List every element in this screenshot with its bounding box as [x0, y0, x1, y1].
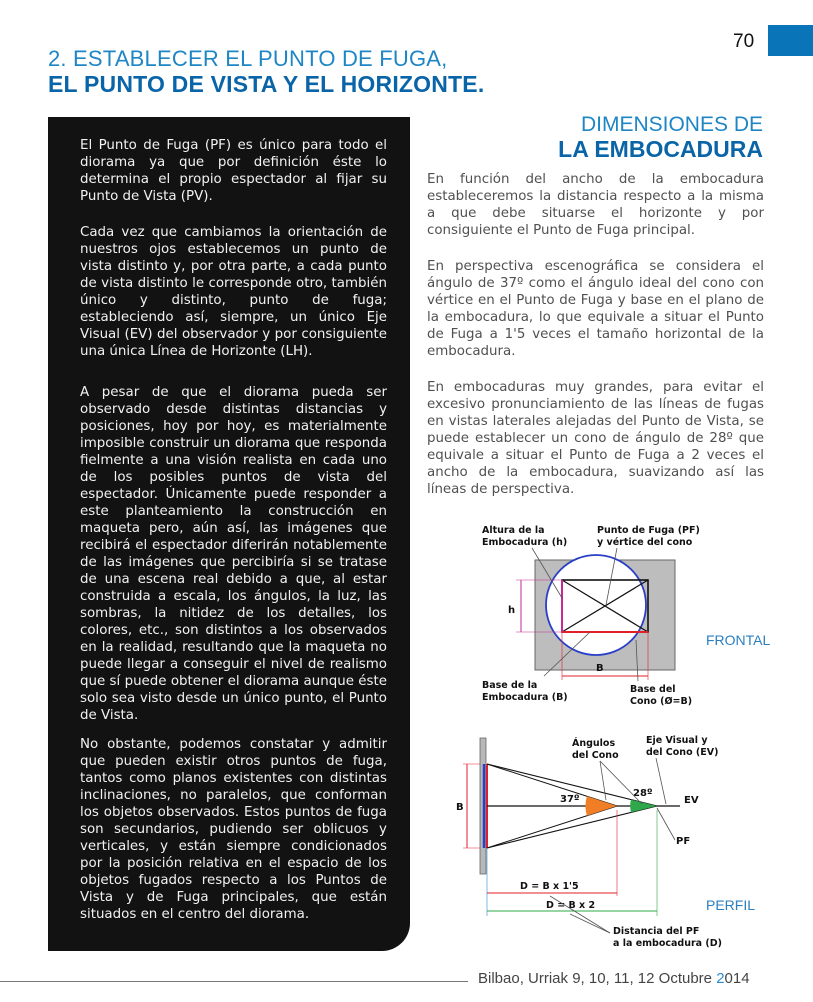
angle37-label: 37º [560, 794, 580, 805]
base-label-line2: Embocadura (B) [482, 692, 568, 703]
b-label: B [456, 802, 464, 813]
angulos-label-line1: Ángulos [572, 738, 616, 749]
footer-text [478, 970, 750, 987]
angle37-wedge [585, 796, 617, 815]
cono-label-line2: Cono (Ø=B) [630, 696, 693, 707]
footer-rule [0, 981, 468, 982]
dist-leader-2 [570, 914, 610, 933]
ev-label: EV [684, 795, 699, 806]
h-label: h [508, 605, 516, 616]
pf-leader [657, 808, 675, 840]
page-title-line1: 2. ESTABLECER EL PUNTO DE FUGA, [48, 46, 448, 71]
eje-label-line1: Eje Visual y [646, 735, 708, 746]
angulos-label-line2: del Cono [572, 750, 619, 761]
perfil-label: PERFIL [706, 897, 756, 913]
footer-year-highlight: 2 [716, 970, 725, 987]
pf-label: PF [676, 836, 691, 847]
eje-leader [656, 758, 666, 804]
pf-label-line2: y vértice del cono [597, 537, 693, 548]
b-label: B [596, 663, 604, 674]
altura-label-line1: Altura de la [482, 525, 545, 536]
right-paragraph-1: En función del ancho de la embocadura estableceremos la distancia respecto a la misma a que debe situarse el horizonte y por consiguiente el Punto de Fuga principal. [427, 172, 764, 238]
page-title-line2: EL PUNTO DE VISTA Y EL HORIZONTE. [48, 71, 485, 97]
frontal-diagram [470, 518, 720, 708]
base-label-line1: Base de la [482, 680, 538, 691]
altura-label-line2: Embocadura (h) [482, 537, 568, 548]
dist-label-line1: Distancia del PF [613, 926, 700, 937]
angle28-label: 28º [633, 788, 653, 799]
footer-year-rest: 014 [724, 970, 750, 987]
left-paragraph-1: El Punto de Fuga (PF) es único para todo el diorama ya que por definición éste lo determina el propio espectador al fijar su Punto de Vista (PV). [80, 138, 387, 204]
right-paragraph-2: En perspectiva escenográfica se considera el ángulo de 37º como el ángulo ideal del cono con vértice en el Punto de Fuga y base en el plano de la embocadura, lo que equivale a situar el Punto de Fuga a 1'5 veces el tamaño horizontal de la embocadura. [427, 259, 764, 359]
footer-location-date: Bilbao, Urriak 9, 10, 11, 12 Octubre [478, 970, 717, 987]
cone28-bottom [487, 806, 657, 848]
eje-label-line2: del Cono (EV) [646, 747, 719, 758]
left-paragraph-3: A pesar de que el diorama pueda ser observado desde distintas distancias y posiciones, hoy por hoy, es materialmente imposible construir un diorama que responda fielmente a una visión realista en cada uno de los posibles puntos de vista del espectador. Únicamente puede responder a este planteamiento la construcción en maqueta pero, aún así, las imágenes que recibirá el espectador diferirán notablemente de las imágenes que percibiría si se tratase de una escena real debido a que, al estar construida a escala, los ángulos, la luz, las sombras, la nitidez de los detalles, los colores, etc., son distintos a los observados en la realidad, resultando que la maqueta no puede llegar a conseguir el nivel de realismo que sí puede obtener el diorama aunque éste solo sea visto desde un único punto, el Punto de Vista. [80, 385, 387, 723]
cono-label-line1: Base del [630, 684, 676, 695]
frontal-label: FRONTAL [706, 632, 771, 648]
right-paragraph-3: En embocaduras muy grandes, para evitar el excesivo pronunciamiento de las líneas de fugas en vistas laterales alejadas del Punto de Vista, se puede establecer un cono de ángulo de 28º que equivale a situar el Punto de Fuga a 2 veces el ancho de la embocadura, suavizando así las líneas de perspectiva. [427, 380, 764, 497]
d1-label: D = B x 1'5 [520, 881, 579, 892]
page-number: 70 [733, 31, 755, 52]
left-text-panel [48, 117, 410, 951]
left-paragraph-2: Cada vez que cambiamos la orientación de nuestros ojos establecemos un punto de vista distinto y, por otra parte, a cada punto de vista distinto le corresponde otro, también único y distinto, punto de fuga; estableciendo así, siempre, un único Eje Visual (EV) del observador y por consiguiente una única Línea de Horizonte (LH). [80, 225, 387, 359]
left-paragraph-4: No obstante, podemos constatar y admitir que pueden existir otros puntos de fuga, tantos como planos existentes con distintas inclinaciones, no paralelos, que conforman los objetos observados. Estos puntos de fuga son secundarios, pudiendo ser oblicuos y verticales, y están siempre condicionados por la posición relativa en el espacio de los objetos fugados respecto a los Puntos de Vista y de Fuga principales, que están situados en el centro del diorama. [80, 737, 387, 922]
perfil-diagram [450, 728, 740, 952]
section-title-line2: LA EMBOCADURA [558, 136, 763, 162]
dist-label-line2: a la embocadura (D) [613, 938, 722, 949]
angle28-wedge [630, 800, 657, 813]
page-tab-marker [768, 25, 813, 56]
angulos-leader-1 [600, 761, 606, 800]
pf-label-line1: Punto de Fuga (PF) [597, 525, 700, 536]
d2-label: D = B x 2 [546, 900, 596, 911]
section-title-line1: DIMENSIONES DE [580, 113, 763, 136]
